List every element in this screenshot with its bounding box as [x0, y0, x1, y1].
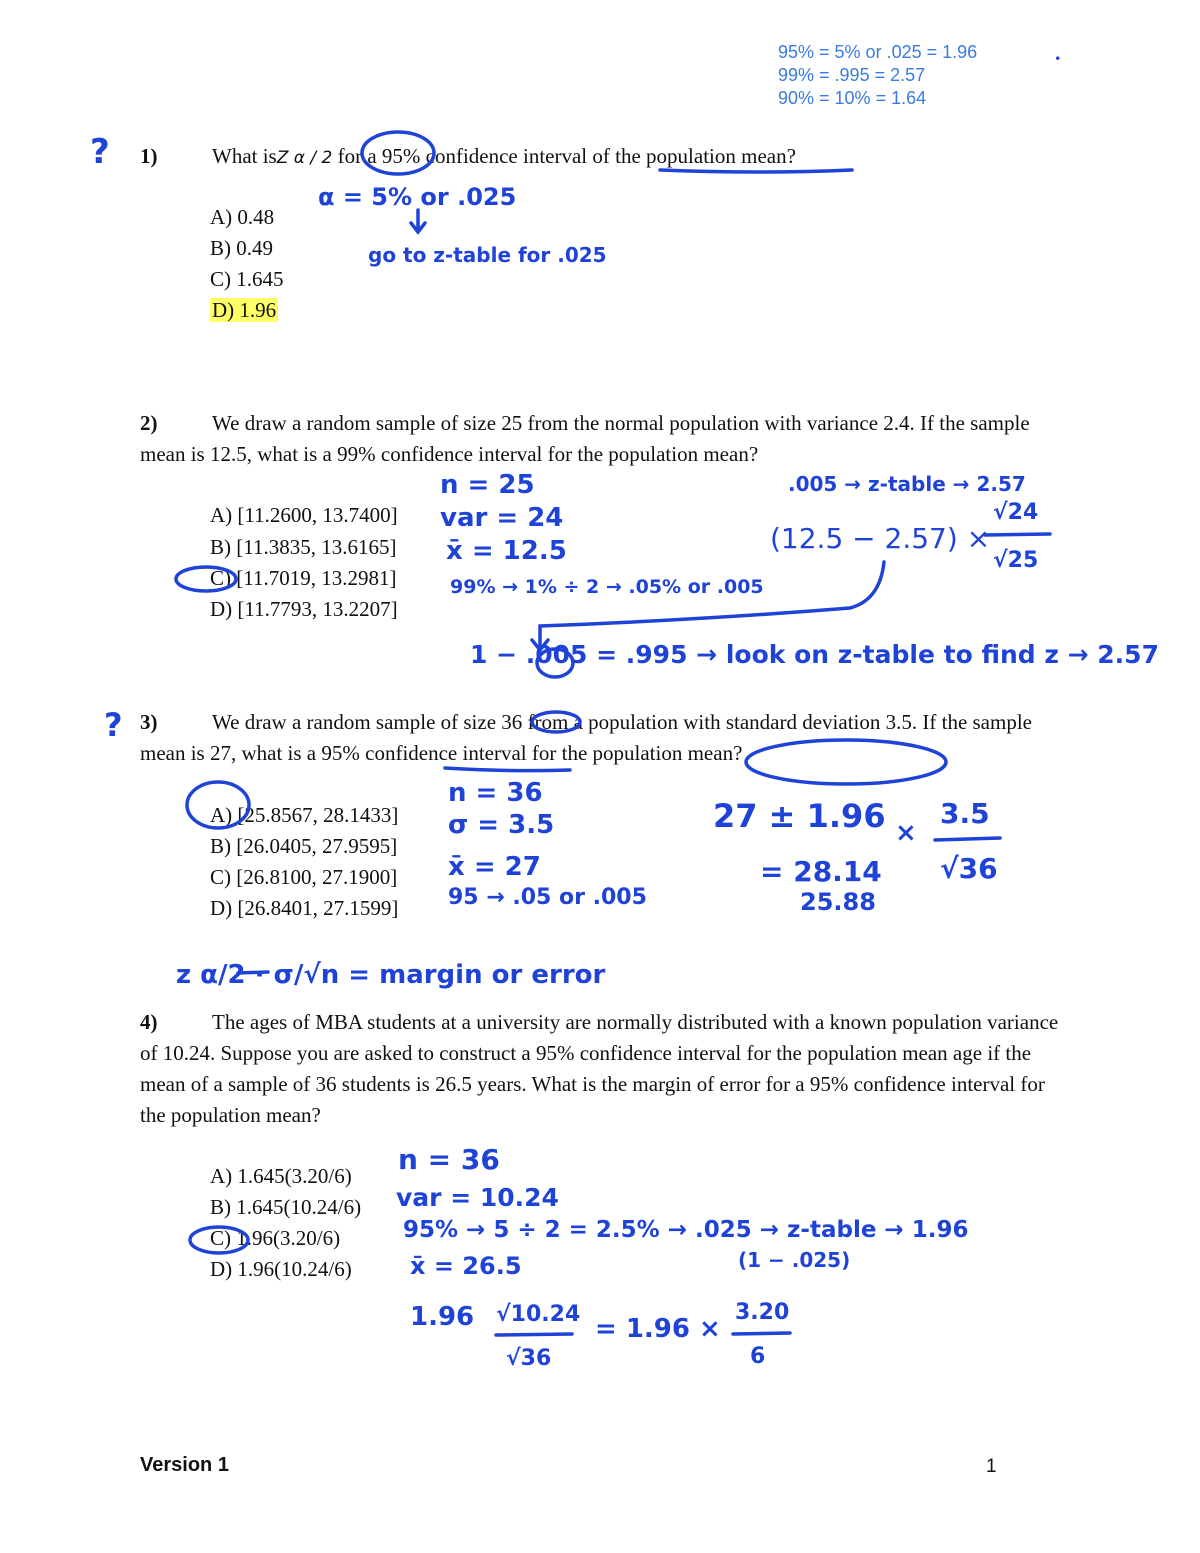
- q3-note-result-low: 25.88: [800, 888, 876, 916]
- q3-note-denominator: √36: [940, 852, 998, 885]
- q2-note-sqrt24: √24: [993, 500, 1039, 525]
- q4-option-a[interactable]: A) 1.645(3.20/6): [210, 1164, 352, 1188]
- q4-note-denominator: 6: [750, 1344, 766, 1369]
- q2-option-a[interactable]: A) [11.2600, 13.7400]: [210, 503, 398, 527]
- q1-arrow-down: [411, 210, 425, 232]
- q1-question: [140, 141, 1070, 174]
- q3-note-times: ×: [895, 818, 917, 848]
- q1-text-before: What is: [212, 144, 277, 168]
- q4-fraction-bar-2: [733, 1333, 790, 1334]
- q2-option-b[interactable]: B) [11.3835, 13.6165]: [210, 535, 397, 559]
- q4-option-b[interactable]: B) 1.645(10.24/6): [210, 1195, 362, 1219]
- q4-option-d[interactable]: D) 1.96(10.24/6): [210, 1257, 352, 1281]
- q1-option-d-highlighted[interactable]: D) 1.96: [212, 298, 277, 322]
- q4-note-numerator: 3.20: [735, 1300, 790, 1325]
- q3-note-calc: 27 ± 1.96: [713, 797, 886, 835]
- q1-note-alpha: α = 5% or .025: [318, 183, 517, 211]
- q2-note-ztable: .005 → z-table → 2.57: [788, 472, 1026, 496]
- q3-fraction-bar: [935, 838, 1000, 840]
- q3-option-c[interactable]: C) [26.8100, 27.1900]: [210, 865, 398, 889]
- q3-note-xbar: x̄ = 27: [448, 852, 541, 882]
- q4-note-var: var = 10.24: [396, 1183, 559, 1212]
- margin-of-error-note: z α/2 · σ/√n = margin or error: [176, 960, 606, 990]
- q2-option-d[interactable]: D) [11.7793, 13.2207]: [210, 597, 398, 621]
- reference-line-3: 90% = 10% = 1.64: [778, 88, 927, 108]
- q4-note-percent: 95% → 5 ÷ 2 = 2.5% → .025 → z-table → 1.96: [403, 1217, 969, 1243]
- q4-fraction-bar-1: [496, 1334, 572, 1335]
- q4-note-xbar: x̄ = 26.5: [410, 1252, 522, 1280]
- q3-note-n: n = 36: [448, 778, 543, 808]
- q2-note-xbar: x̄ = 12.5: [446, 536, 567, 566]
- reference-line-2: 99% = .995 = 2.57: [778, 65, 926, 85]
- q1-text-after: for a 95% confidence interval of the population mean?: [337, 144, 796, 168]
- reference-dot: .: [1055, 40, 1061, 65]
- q4-note-paren: (1 − .025): [738, 1248, 851, 1272]
- q3-option-a[interactable]: A) [25.8567, 28.1433]: [210, 803, 399, 827]
- q4-note-sqrt-n: √36: [506, 1346, 552, 1371]
- q3-text: We draw a random sample of size 36 from a population with standard deviation 3.5. If the sample mean is 27, what is a 95% confidence interval for the population mean?: [140, 710, 1032, 765]
- q1-question-mark-note: ?: [90, 132, 110, 172]
- q4-question: [140, 1007, 1070, 1131]
- q1-z-symbol: Z α / 2: [276, 148, 333, 168]
- q2-note-sqrt25: √25: [993, 548, 1039, 573]
- q2-fraction-bar: [985, 534, 1050, 535]
- q1-option-b[interactable]: B) 0.49: [210, 236, 273, 260]
- q4-text: The ages of MBA students at a university are normally distributed with a known population variance of 10.24. Suppose you are asked to construct a 95% confidence interval for the population mean age if the mean of a sample of 36 students is 26.5 years. What is the margin of error for a 95% confidence interval for the population mean?: [140, 1010, 1059, 1127]
- q3-note-sigma: σ = 3.5: [448, 810, 555, 840]
- q4-note-equals: = 1.96 ×: [595, 1314, 721, 1344]
- reference-line-1: 95% = 5% or .025 = 1.96: [778, 42, 978, 62]
- q4-option-c[interactable]: C) 1.96(3.20/6): [210, 1226, 341, 1250]
- q1-note-ztable: go to z-table for .025: [368, 243, 607, 267]
- q4-note-n: n = 36: [398, 1143, 500, 1176]
- q3-note-numerator: 3.5: [940, 797, 990, 830]
- q3-number: 3): [140, 710, 158, 734]
- q2-note-percent: 99% → 1% ÷ 2 → .05% or .005: [450, 576, 764, 598]
- q2-note-var: var = 24: [440, 503, 564, 533]
- q2-note-lookup: 1 − .005 = .995 → look on z-table to find z → 2.57: [470, 640, 1159, 669]
- footer-page-number: 1: [986, 1456, 997, 1477]
- q2-option-c[interactable]: C) [11.7019, 13.2981]: [210, 566, 397, 590]
- q3-option-b[interactable]: B) [26.0405, 27.9595]: [210, 834, 398, 858]
- q4-number: 4): [140, 1010, 158, 1034]
- q3-note-result-high: = 28.14: [760, 855, 882, 888]
- q2-note-n: n = 25: [440, 470, 535, 500]
- q2-text: We draw a random sample of size 25 from the normal population with variance 2.4. If the sample mean is 12.5, what is a 99% confidence interval for the population mean?: [140, 411, 1030, 466]
- q3-note-percent: 95 → .05 or .005: [448, 885, 647, 910]
- q1-option-a[interactable]: A) 0.48: [210, 205, 275, 229]
- footer-version: Version 1: [140, 1454, 229, 1476]
- q1-number: 1): [140, 144, 158, 168]
- q3-option-d[interactable]: D) [26.8401, 27.1599]: [210, 896, 399, 920]
- q4-note-sqrt-var: √10.24: [496, 1302, 581, 1327]
- q2-number: 2): [140, 411, 158, 435]
- q3-question: [140, 707, 1070, 769]
- q2-note-formula: (12.5 − 2.57) ×: [770, 522, 991, 555]
- q4-note-calc: 1.96: [410, 1302, 475, 1332]
- q3-question-mark-note: ?: [104, 706, 123, 744]
- q2-question: [140, 408, 1070, 470]
- q1-option-c[interactable]: C) 1.645: [210, 267, 284, 291]
